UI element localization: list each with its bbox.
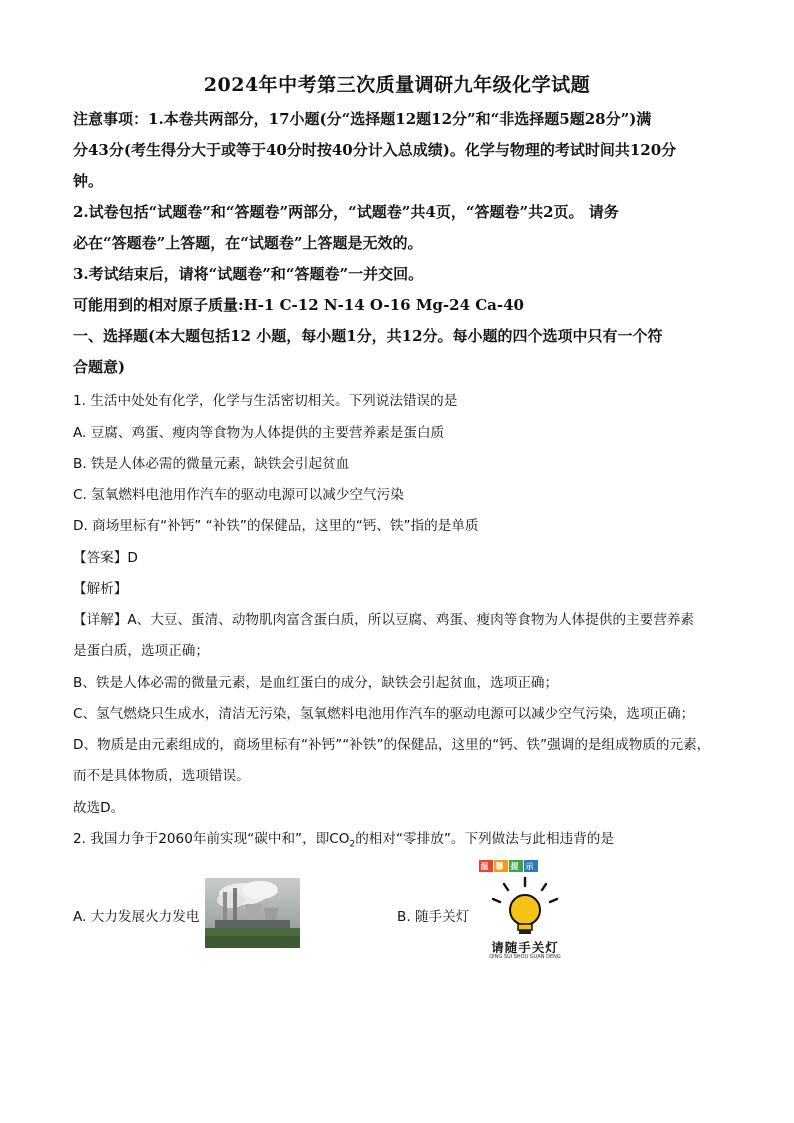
question-2-stem: 2. 我国力争于2060年前实现“碳中和”，即$CO_2$的相对“零排放”。下列做法与此相违背的是	[73, 831, 614, 850]
question-1-conclusion: 故选D。	[73, 800, 125, 816]
notes-line: 钟。	[73, 172, 104, 190]
notes-line: 3.考试结束后，请将“试题卷”和“答题卷”一并交回。	[73, 265, 424, 283]
question-1-answer: 【答案】D	[73, 550, 138, 566]
question-1-detail: B、铁是人体必需的微量元素，是血红蛋白的成分，缺铁会引起贫血，选项正确；	[73, 675, 559, 691]
power-plant-image	[205, 878, 300, 948]
question-1-option-d: D. 商场里标有“补钙” “补铁”的保健品，这里的“钙、铁”指的是单质	[73, 518, 479, 534]
question-1-detail: D、物质是由元素组成的，商场里标有“补钙”“补铁”的保健品，这里的“钙、铁”强调的是组成物质的元素，	[73, 737, 711, 753]
notes-line: 必在“答题卷”上答题，在“试题卷”上答题是无效的。	[73, 234, 423, 252]
question-1-detail: C、氢气燃烧只生成水，清洁无污染，氢氧燃料电池用作汽车的驱动电源可以减少空气污染，选项正确；	[73, 706, 695, 722]
question-1-analysis-label: 【解析】	[73, 581, 128, 597]
question-1-option-c: C. 氢氧燃料电池用作汽车的驱动电源可以减少空气污染	[73, 487, 404, 503]
question-1-option-a: A. 豆腐、鸡蛋、瘦肉等食物为人体提供的主要营养素是蛋白质	[73, 425, 445, 441]
banner-char: 馨	[495, 862, 504, 871]
question-2-option-a: A. 大力发展火力发电	[73, 909, 200, 925]
section-heading: 一、选择题(本大题包括12 小题，每小题1分，共12分。每小题的四个选项中只有一个符	[73, 327, 663, 345]
banner-char: 示	[525, 862, 534, 871]
banner-char: 提	[510, 862, 519, 871]
banner-char: 温	[480, 862, 489, 871]
question-1-detail: 是蛋白质，选项正确；	[73, 643, 209, 659]
atomic-mass-line: 可能用到的相对原子质量:H-1 C-12 N-14 O-16 Mg-24 Ca-40	[73, 296, 524, 314]
page-title: 2024年中考第三次质量调研九年级化学试题	[203, 74, 591, 96]
question-1-detail: 【详解】A、大豆、蛋清、动物肌肉富含蛋白质，所以豆腐、鸡蛋、瘦肉等食物为人体提供的主要营养素	[73, 612, 695, 628]
turn-off-light-poster	[475, 858, 575, 963]
notes-line: 2.试卷包括“试题卷”和“答题卷”两部分，“试题卷”共4页，“答题卷”共2页。 请务	[73, 203, 619, 221]
question-1-stem: 1. 生活中处处有化学，化学与生活密切相关。下列说法错误的是	[73, 393, 458, 409]
question-1-detail: 而不是具体物质，选项错误。	[73, 768, 250, 784]
question-1-option-b: B. 铁是人体必需的微量元素，缺铁会引起贫血	[73, 456, 350, 472]
notes-line: 注意事项：1.本卷共两部分，17小题(分“选择题12题12分”和“非选择题5题28分”)满	[73, 110, 652, 128]
question-2-option-b: B. 随手关灯	[397, 909, 470, 925]
notes-line: 分43分(考生得分大于或等于40分时按40分计入总成绩)。化学与物理的考试时间共120分	[73, 141, 677, 159]
poster-pinyin: QING SUI SHOU GUAN DENG	[489, 954, 561, 960]
poster-caption: 请随手关灯	[491, 940, 559, 955]
section-heading: 合题意)	[73, 358, 126, 376]
